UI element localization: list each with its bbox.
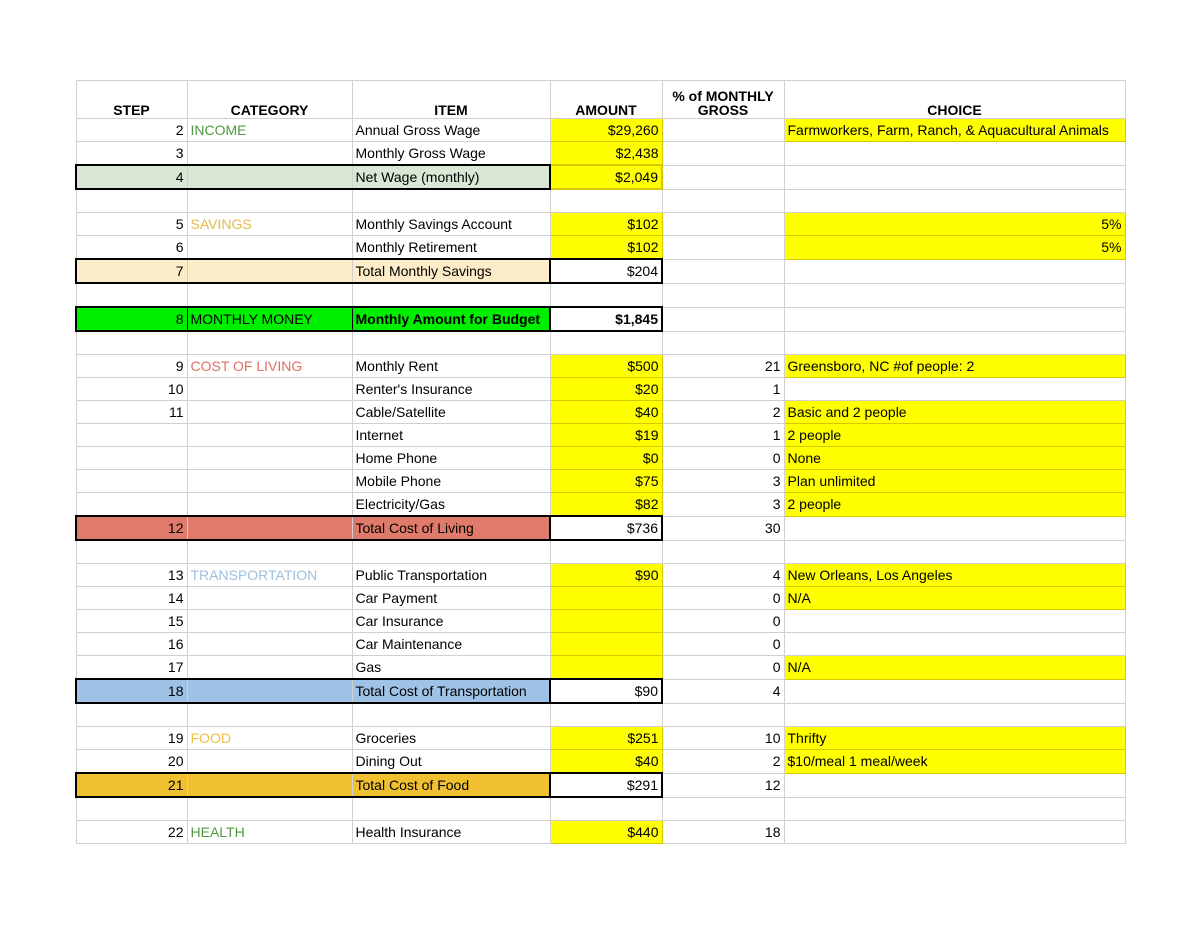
category-cell[interactable] <box>187 470 352 493</box>
header-amount: AMOUNT <box>550 81 662 119</box>
pct-cell[interactable]: 18 <box>662 821 784 844</box>
pct-cell[interactable]: 0 <box>662 656 784 680</box>
step-cell[interactable]: 7 <box>76 259 187 283</box>
pct-cell[interactable]: 0 <box>662 610 784 633</box>
step-cell[interactable]: 20 <box>76 750 187 774</box>
choice-cell[interactable] <box>784 821 1125 844</box>
amount-cell[interactable]: $500 <box>550 355 662 378</box>
pct-cell[interactable]: 10 <box>662 727 784 750</box>
step-cell[interactable]: 14 <box>76 587 187 610</box>
category-cell[interactable] <box>187 516 352 540</box>
table-row <box>76 401 1125 424</box>
amount-cell[interactable]: $19 <box>550 424 662 447</box>
table-row <box>76 378 1125 401</box>
item-cell[interactable]: Total Monthly Savings <box>352 259 550 283</box>
empty-cell[interactable] <box>550 703 662 727</box>
amount-cell[interactable]: $2,438 <box>550 142 662 166</box>
step-cell[interactable] <box>76 447 187 470</box>
item-cell[interactable]: Monthly Amount for Budget <box>352 307 550 331</box>
item-cell[interactable]: Gas <box>352 656 550 680</box>
item-cell[interactable]: Car Payment <box>352 587 550 610</box>
spacer-row <box>76 703 1125 727</box>
pct-cell[interactable] <box>662 213 784 236</box>
step-cell[interactable]: 15 <box>76 610 187 633</box>
empty-cell[interactable] <box>662 703 784 727</box>
step-cell[interactable]: 10 <box>76 378 187 401</box>
step-cell[interactable]: 18 <box>76 679 187 703</box>
pct-cell[interactable]: 21 <box>662 355 784 378</box>
amount-cell[interactable]: $204 <box>550 259 662 283</box>
empty-cell[interactable] <box>662 189 784 213</box>
choice-cell[interactable]: Greensboro, NC #of people: 2 <box>784 355 1125 378</box>
budget-spreadsheet <box>75 80 1126 844</box>
empty-cell[interactable] <box>187 283 352 307</box>
table-row <box>76 587 1125 610</box>
item-cell[interactable]: Net Wage (monthly) <box>352 165 550 189</box>
pct-cell[interactable]: 0 <box>662 633 784 656</box>
empty-cell[interactable] <box>550 331 662 355</box>
amount-cell[interactable]: $2,049 <box>550 165 662 189</box>
table-row <box>76 355 1125 378</box>
amount-cell[interactable]: $29,260 <box>550 119 662 142</box>
empty-cell[interactable] <box>76 797 187 821</box>
choice-cell[interactable]: Thrifty <box>784 727 1125 750</box>
category-cell[interactable] <box>187 587 352 610</box>
amount-cell[interactable]: $251 <box>550 727 662 750</box>
category-cell[interactable]: INCOME <box>187 119 352 142</box>
empty-cell[interactable] <box>76 703 187 727</box>
header-category: CATEGORY <box>187 81 352 119</box>
amount-cell[interactable]: $736 <box>550 516 662 540</box>
category-cell[interactable] <box>187 236 352 260</box>
empty-cell[interactable] <box>187 189 352 213</box>
step-cell[interactable]: 21 <box>76 773 187 797</box>
table-row <box>76 633 1125 656</box>
category-cell[interactable]: COST OF LIVING <box>187 355 352 378</box>
empty-cell[interactable] <box>784 283 1125 307</box>
item-cell[interactable]: Total Cost of Food <box>352 773 550 797</box>
item-cell[interactable]: Cable/Satellite <box>352 401 550 424</box>
empty-cell[interactable] <box>187 703 352 727</box>
amount-cell[interactable]: $440 <box>550 821 662 844</box>
empty-cell[interactable] <box>76 331 187 355</box>
empty-cell[interactable] <box>352 283 550 307</box>
choice-cell[interactable]: N/A <box>784 656 1125 680</box>
category-cell[interactable] <box>187 424 352 447</box>
choice-cell[interactable]: 2 people <box>784 424 1125 447</box>
spacer-row <box>76 189 1125 213</box>
table-row <box>76 750 1125 774</box>
amount-cell[interactable] <box>550 633 662 656</box>
category-cell[interactable] <box>187 259 352 283</box>
choice-cell[interactable]: Basic and 2 people <box>784 401 1125 424</box>
header-pct-monthly-gross: % of MONTHLY GROSS <box>662 81 784 119</box>
empty-cell[interactable] <box>662 797 784 821</box>
pct-cell[interactable]: 2 <box>662 750 784 774</box>
empty-cell[interactable] <box>662 283 784 307</box>
table-row <box>76 821 1125 844</box>
amount-cell[interactable] <box>550 656 662 680</box>
pct-cell[interactable]: 1 <box>662 424 784 447</box>
choice-cell[interactable] <box>784 516 1125 540</box>
step-cell[interactable]: 17 <box>76 656 187 680</box>
spacer-row <box>76 283 1125 307</box>
table-row <box>76 470 1125 493</box>
amount-cell[interactable]: $82 <box>550 493 662 517</box>
category-cell[interactable] <box>187 447 352 470</box>
total-row <box>76 165 1125 189</box>
total-row <box>76 259 1125 283</box>
item-cell[interactable]: Renter's Insurance <box>352 378 550 401</box>
empty-cell[interactable] <box>662 540 784 564</box>
amount-cell[interactable]: $102 <box>550 236 662 260</box>
choice-cell[interactable] <box>784 165 1125 189</box>
amount-cell[interactable]: $0 <box>550 447 662 470</box>
empty-cell[interactable] <box>187 540 352 564</box>
empty-cell[interactable] <box>784 540 1125 564</box>
amount-cell[interactable]: $90 <box>550 564 662 587</box>
category-cell[interactable] <box>187 142 352 166</box>
pct-cell[interactable]: 1 <box>662 378 784 401</box>
step-cell[interactable]: 5 <box>76 213 187 236</box>
pct-cell[interactable]: 0 <box>662 587 784 610</box>
empty-cell[interactable] <box>550 283 662 307</box>
sheet-body <box>76 119 1125 844</box>
step-cell[interactable] <box>76 470 187 493</box>
item-cell[interactable]: Annual Gross Wage <box>352 119 550 142</box>
category-cell[interactable] <box>187 633 352 656</box>
choice-cell[interactable] <box>784 307 1125 331</box>
step-cell[interactable]: 8 <box>76 307 187 331</box>
spacer-row <box>76 331 1125 355</box>
pct-cell[interactable]: 30 <box>662 516 784 540</box>
choice-cell[interactable]: $10/meal 1 meal/week <box>784 750 1125 774</box>
item-cell[interactable]: Health Insurance <box>352 821 550 844</box>
category-cell[interactable] <box>187 679 352 703</box>
pct-cell[interactable]: 0 <box>662 447 784 470</box>
pct-cell[interactable]: 12 <box>662 773 784 797</box>
table-row <box>76 424 1125 447</box>
category-cell[interactable] <box>187 493 352 517</box>
choice-cell[interactable] <box>784 259 1125 283</box>
total-row <box>76 773 1125 797</box>
step-cell[interactable] <box>76 424 187 447</box>
empty-cell[interactable] <box>76 540 187 564</box>
item-cell[interactable]: Public Transportation <box>352 564 550 587</box>
item-cell[interactable]: Internet <box>352 424 550 447</box>
empty-cell[interactable] <box>352 540 550 564</box>
total-row <box>76 516 1125 540</box>
step-cell[interactable]: 13 <box>76 564 187 587</box>
category-cell[interactable] <box>187 750 352 774</box>
item-cell[interactable]: Groceries <box>352 727 550 750</box>
category-cell[interactable]: SAVINGS <box>187 213 352 236</box>
table-row <box>76 236 1125 260</box>
choice-cell[interactable] <box>784 378 1125 401</box>
choice-cell[interactable]: Farmworkers, Farm, Ranch, & Aquacultural Animals <box>784 119 1125 142</box>
category-cell[interactable] <box>187 656 352 680</box>
empty-cell[interactable] <box>187 331 352 355</box>
category-cell[interactable] <box>187 165 352 189</box>
choice-cell[interactable] <box>784 610 1125 633</box>
empty-cell[interactable] <box>662 331 784 355</box>
pct-cell[interactable] <box>662 259 784 283</box>
item-cell[interactable]: Monthly Rent <box>352 355 550 378</box>
amount-cell[interactable]: $75 <box>550 470 662 493</box>
empty-cell[interactable] <box>352 703 550 727</box>
pct-cell[interactable]: 4 <box>662 679 784 703</box>
table-row <box>76 493 1125 517</box>
choice-cell[interactable]: 5% <box>784 236 1125 260</box>
item-cell[interactable]: Monthly Gross Wage <box>352 142 550 166</box>
table-row <box>76 656 1125 680</box>
table-row <box>76 610 1125 633</box>
table-row <box>76 727 1125 750</box>
category-cell[interactable]: TRANSPORTATION <box>187 564 352 587</box>
amount-cell[interactable] <box>550 587 662 610</box>
empty-cell[interactable] <box>784 331 1125 355</box>
choice-cell[interactable]: None <box>784 447 1125 470</box>
step-cell[interactable]: 11 <box>76 401 187 424</box>
header-choice: CHOICE <box>784 81 1125 119</box>
category-cell[interactable]: FOOD <box>187 727 352 750</box>
pct-cell[interactable]: 2 <box>662 401 784 424</box>
table-row <box>76 142 1125 166</box>
item-cell[interactable]: Electricity/Gas <box>352 493 550 517</box>
category-cell[interactable] <box>187 610 352 633</box>
item-cell[interactable]: Dining Out <box>352 750 550 774</box>
empty-cell[interactable] <box>784 703 1125 727</box>
item-cell[interactable]: Monthly Savings Account <box>352 213 550 236</box>
pct-cell[interactable]: 3 <box>662 470 784 493</box>
table-row <box>76 564 1125 587</box>
item-cell[interactable]: Monthly Retirement <box>352 236 550 260</box>
total-row <box>76 307 1125 331</box>
empty-cell[interactable] <box>352 189 550 213</box>
table-row <box>76 119 1125 142</box>
table-row <box>76 213 1125 236</box>
step-cell[interactable]: 9 <box>76 355 187 378</box>
empty-cell[interactable] <box>550 797 662 821</box>
header-row <box>76 81 1125 119</box>
item-cell[interactable]: Total Cost of Living <box>352 516 550 540</box>
amount-cell[interactable]: $20 <box>550 378 662 401</box>
step-cell[interactable]: 22 <box>76 821 187 844</box>
pct-cell[interactable]: 3 <box>662 493 784 517</box>
amount-cell[interactable]: $102 <box>550 213 662 236</box>
empty-cell[interactable] <box>784 797 1125 821</box>
empty-cell[interactable] <box>352 331 550 355</box>
pct-cell[interactable] <box>662 236 784 260</box>
choice-cell[interactable] <box>784 633 1125 656</box>
empty-cell[interactable] <box>76 283 187 307</box>
pct-cell[interactable]: 4 <box>662 564 784 587</box>
amount-cell[interactable] <box>550 610 662 633</box>
step-cell[interactable]: 12 <box>76 516 187 540</box>
step-cell[interactable]: 2 <box>76 119 187 142</box>
amount-cell[interactable]: $291 <box>550 773 662 797</box>
category-cell[interactable] <box>187 401 352 424</box>
category-cell[interactable]: MONTHLY MONEY <box>187 307 352 331</box>
category-cell[interactable] <box>187 378 352 401</box>
pct-cell[interactable] <box>662 142 784 166</box>
category-cell[interactable] <box>187 773 352 797</box>
item-cell[interactable]: Car Insurance <box>352 610 550 633</box>
amount-cell[interactable]: $40 <box>550 401 662 424</box>
empty-cell[interactable] <box>550 540 662 564</box>
step-cell[interactable]: 16 <box>76 633 187 656</box>
pct-cell[interactable] <box>662 165 784 189</box>
choice-cell[interactable] <box>784 142 1125 166</box>
total-row <box>76 679 1125 703</box>
step-cell[interactable] <box>76 493 187 517</box>
empty-cell[interactable] <box>784 189 1125 213</box>
amount-cell[interactable]: $1,845 <box>550 307 662 331</box>
choice-cell[interactable] <box>784 679 1125 703</box>
empty-cell[interactable] <box>187 797 352 821</box>
step-cell[interactable]: 3 <box>76 142 187 166</box>
choice-cell[interactable]: New Orleans, Los Angeles <box>784 564 1125 587</box>
step-cell[interactable]: 4 <box>76 165 187 189</box>
spacer-row <box>76 797 1125 821</box>
pct-cell[interactable] <box>662 307 784 331</box>
spacer-row <box>76 540 1125 564</box>
amount-cell[interactable]: $40 <box>550 750 662 774</box>
empty-cell[interactable] <box>550 189 662 213</box>
category-cell[interactable]: HEALTH <box>187 821 352 844</box>
choice-cell[interactable] <box>784 773 1125 797</box>
choice-cell[interactable]: N/A <box>784 587 1125 610</box>
step-cell[interactable]: 19 <box>76 727 187 750</box>
item-cell[interactable]: Car Maintenance <box>352 633 550 656</box>
item-cell[interactable]: Home Phone <box>352 447 550 470</box>
table-row <box>76 447 1125 470</box>
choice-cell[interactable]: 2 people <box>784 493 1125 517</box>
choice-cell[interactable]: 5% <box>784 213 1125 236</box>
item-cell[interactable]: Mobile Phone <box>352 470 550 493</box>
step-cell[interactable]: 6 <box>76 236 187 260</box>
amount-cell[interactable]: $90 <box>550 679 662 703</box>
item-cell[interactable]: Total Cost of Transportation <box>352 679 550 703</box>
header-step: STEP <box>76 81 187 119</box>
empty-cell[interactable] <box>352 797 550 821</box>
choice-cell[interactable]: Plan unlimited <box>784 470 1125 493</box>
empty-cell[interactable] <box>76 189 187 213</box>
pct-cell[interactable] <box>662 119 784 142</box>
header-item: ITEM <box>352 81 550 119</box>
